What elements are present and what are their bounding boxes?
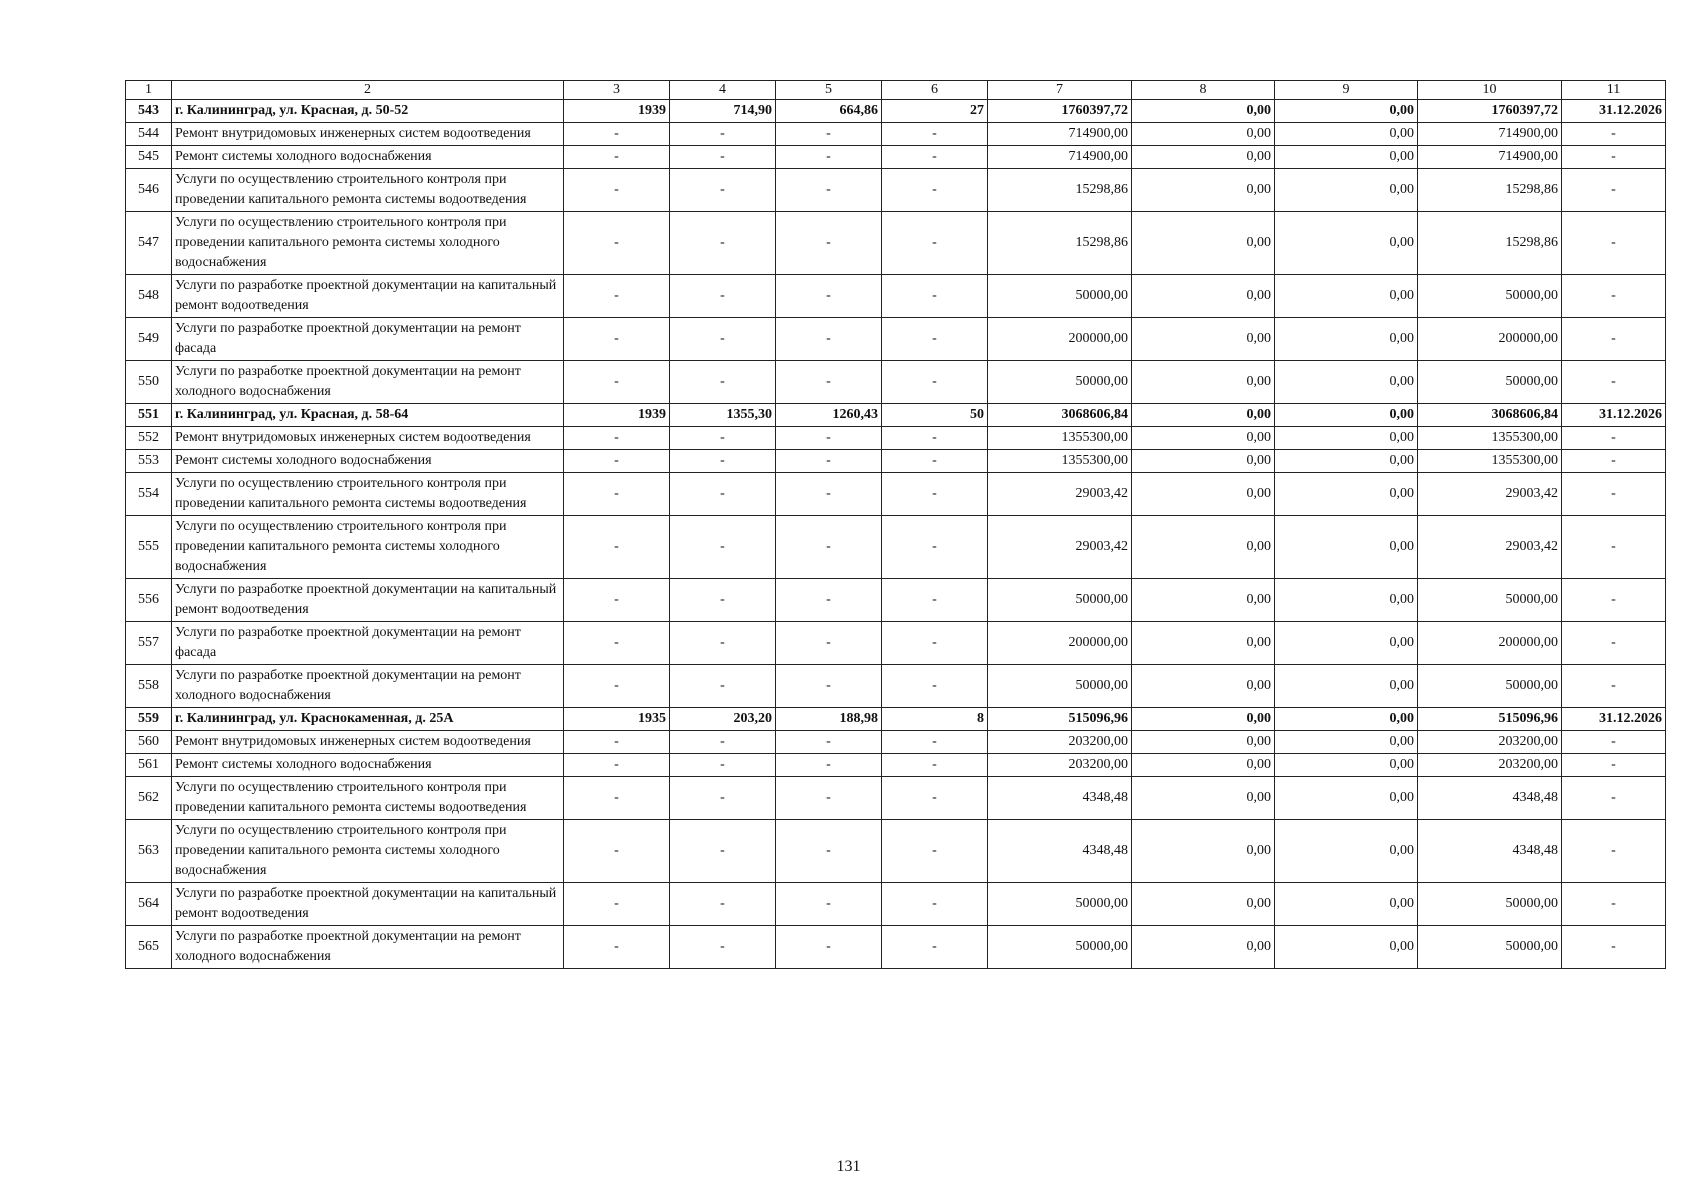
fund-share-cell: 0,00 [1132,123,1275,146]
description-cell: г. Калининград, ул. Красная, д. 50-52 [172,100,564,123]
total-cost-cell: 203200,00 [988,754,1132,777]
total-cost-cell: 50000,00 [988,361,1132,404]
fund-share-cell: 0,00 [1132,754,1275,777]
living-area-cell: 188,98 [776,708,882,731]
total-cost-cell: 714900,00 [988,123,1132,146]
completion-date-cell: - [1562,820,1666,883]
column-number-cell: 8 [1132,81,1275,100]
total-cost-cell: 50000,00 [988,275,1132,318]
build-year-cell: 1939 [564,100,670,123]
living-area-cell: - [776,361,882,404]
budget-share-cell: 0,00 [1275,665,1418,708]
living-area-cell: - [776,777,882,820]
work-item-row [126,777,1666,820]
fund-share-cell: 0,00 [1132,777,1275,820]
capital-repair-table [125,80,1666,969]
total-area-cell: - [670,731,776,754]
total-cost-cell: 29003,42 [988,516,1132,579]
row-number-cell: 560 [126,731,172,754]
work-item-row [126,212,1666,275]
completion-date-cell: 31.12.2026 [1562,100,1666,123]
budget-share-cell: 0,00 [1275,427,1418,450]
living-area-cell: 664,86 [776,100,882,123]
living-area-cell: - [776,169,882,212]
description-cell: Услуги по осуществлению строительного контроля при проведении капитального ремонта системы водоотведения [172,777,564,820]
residents-cell: - [882,731,988,754]
work-item-row [126,169,1666,212]
work-item-row [126,275,1666,318]
total-area-cell: - [670,754,776,777]
budget-share-cell: 0,00 [1275,361,1418,404]
description-cell: г. Калининград, ул. Краснокаменная, д. 25А [172,708,564,731]
residents-cell: - [882,820,988,883]
work-item-row [126,665,1666,708]
build-year-cell: - [564,212,670,275]
total-cost-cell: 1355300,00 [988,450,1132,473]
work-item-row [126,579,1666,622]
living-area-cell: - [776,731,882,754]
living-area-cell: - [776,473,882,516]
completion-date-cell: - [1562,665,1666,708]
total-area-cell: 1355,30 [670,404,776,427]
column-number-cell: 11 [1562,81,1666,100]
work-item-row [126,820,1666,883]
residents-cell: - [882,622,988,665]
owner-funds-cell: 200000,00 [1418,622,1562,665]
column-number-cell: 6 [882,81,988,100]
description-cell: Услуги по осуществлению строительного контроля при проведении капитального ремонта системы холодного водоснабжения [172,212,564,275]
column-number-row [126,81,1666,100]
owner-funds-cell: 1760397,72 [1418,100,1562,123]
build-year-cell: - [564,883,670,926]
description-cell: Ремонт внутридомовых инженерных систем водоотведения [172,427,564,450]
living-area-cell: 1260,43 [776,404,882,427]
budget-share-cell: 0,00 [1275,275,1418,318]
living-area-cell: - [776,516,882,579]
budget-share-cell: 0,00 [1275,820,1418,883]
owner-funds-cell: 515096,96 [1418,708,1562,731]
fund-share-cell: 0,00 [1132,146,1275,169]
fund-share-cell: 0,00 [1132,427,1275,450]
description-cell: Услуги по разработке проектной документации на ремонт холодного водоснабжения [172,665,564,708]
work-item-row [126,516,1666,579]
total-cost-cell: 4348,48 [988,777,1132,820]
total-cost-cell: 4348,48 [988,820,1132,883]
fund-share-cell: 0,00 [1132,731,1275,754]
description-cell: Ремонт внутридомовых инженерных систем водоотведения [172,731,564,754]
residents-cell: - [882,361,988,404]
work-item-row [126,926,1666,969]
completion-date-cell: 31.12.2026 [1562,404,1666,427]
description-cell: Услуги по разработке проектной документации на ремонт фасада [172,622,564,665]
fund-share-cell: 0,00 [1132,275,1275,318]
living-area-cell: - [776,275,882,318]
row-number-cell: 551 [126,404,172,427]
row-number-cell: 554 [126,473,172,516]
total-cost-cell: 203200,00 [988,731,1132,754]
build-year-cell: - [564,579,670,622]
row-number-cell: 556 [126,579,172,622]
residents-cell: - [882,665,988,708]
completion-date-cell: - [1562,579,1666,622]
build-year-cell: - [564,169,670,212]
build-year-cell: - [564,318,670,361]
total-area-cell: - [670,361,776,404]
total-area-cell: - [670,450,776,473]
row-number-cell: 549 [126,318,172,361]
total-area-cell: - [670,883,776,926]
residents-cell: - [882,318,988,361]
column-number-cell: 1 [126,81,172,100]
total-cost-cell: 714900,00 [988,146,1132,169]
completion-date-cell: - [1562,450,1666,473]
work-item-row [126,731,1666,754]
total-area-cell: - [670,579,776,622]
fund-share-cell: 0,00 [1132,450,1275,473]
budget-share-cell: 0,00 [1275,708,1418,731]
owner-funds-cell: 50000,00 [1418,275,1562,318]
budget-share-cell: 0,00 [1275,100,1418,123]
fund-share-cell: 0,00 [1132,516,1275,579]
completion-date-cell: - [1562,123,1666,146]
description-cell: Услуги по разработке проектной документации на ремонт холодного водоснабжения [172,926,564,969]
description-cell: Услуги по осуществлению строительного контроля при проведении капитального ремонта системы холодного водоснабжения [172,516,564,579]
build-year-cell: - [564,146,670,169]
description-cell: г. Калининград, ул. Красная, д. 58-64 [172,404,564,427]
build-year-cell: - [564,754,670,777]
build-year-cell: 1939 [564,404,670,427]
owner-funds-cell: 50000,00 [1418,926,1562,969]
build-year-cell: - [564,123,670,146]
row-number-cell: 559 [126,708,172,731]
completion-date-cell: - [1562,926,1666,969]
build-year-cell: - [564,450,670,473]
fund-share-cell: 0,00 [1132,404,1275,427]
total-area-cell: - [670,516,776,579]
work-item-row [126,754,1666,777]
residents-cell: - [882,926,988,969]
fund-share-cell: 0,00 [1132,883,1275,926]
build-year-cell: - [564,622,670,665]
description-cell: Услуги по осуществлению строительного контроля при проведении капитального ремонта системы холодного водоснабжения [172,820,564,883]
fund-share-cell: 0,00 [1132,820,1275,883]
total-cost-cell: 50000,00 [988,926,1132,969]
total-cost-cell: 1760397,72 [988,100,1132,123]
address-row [126,404,1666,427]
description-cell: Услуги по разработке проектной документации на капитальный ремонт водоотведения [172,579,564,622]
living-area-cell: - [776,212,882,275]
residents-cell: - [882,146,988,169]
completion-date-cell: - [1562,516,1666,579]
residents-cell: - [882,473,988,516]
column-number-cell: 9 [1275,81,1418,100]
owner-funds-cell: 50000,00 [1418,361,1562,404]
build-year-cell: - [564,361,670,404]
living-area-cell: - [776,754,882,777]
total-cost-cell: 1355300,00 [988,427,1132,450]
fund-share-cell: 0,00 [1132,579,1275,622]
description-cell: Услуги по разработке проектной документации на капитальный ремонт водоотведения [172,883,564,926]
total-area-cell: - [670,275,776,318]
build-year-cell: - [564,516,670,579]
fund-share-cell: 0,00 [1132,622,1275,665]
total-cost-cell: 15298,86 [988,169,1132,212]
work-item-row [126,883,1666,926]
completion-date-cell: - [1562,777,1666,820]
residents-cell: - [882,427,988,450]
total-area-cell: - [670,212,776,275]
fund-share-cell: 0,00 [1132,473,1275,516]
total-area-cell: - [670,318,776,361]
residents-cell: - [882,275,988,318]
owner-funds-cell: 50000,00 [1418,579,1562,622]
work-item-row [126,123,1666,146]
residents-cell: 8 [882,708,988,731]
budget-share-cell: 0,00 [1275,318,1418,361]
work-item-row [126,473,1666,516]
description-cell: Ремонт системы холодного водоснабжения [172,754,564,777]
work-item-row [126,622,1666,665]
row-number-cell: 565 [126,926,172,969]
column-number-cell: 3 [564,81,670,100]
owner-funds-cell: 1355300,00 [1418,427,1562,450]
total-area-cell: - [670,146,776,169]
completion-date-cell: - [1562,318,1666,361]
total-cost-cell: 50000,00 [988,579,1132,622]
fund-share-cell: 0,00 [1132,212,1275,275]
total-area-cell: - [670,473,776,516]
description-cell: Услуги по разработке проектной документации на ремонт холодного водоснабжения [172,361,564,404]
residents-cell: 50 [882,404,988,427]
description-cell: Ремонт системы холодного водоснабжения [172,450,564,473]
total-area-cell: - [670,820,776,883]
budget-share-cell: 0,00 [1275,404,1418,427]
fund-share-cell: 0,00 [1132,318,1275,361]
owner-funds-cell: 15298,86 [1418,169,1562,212]
build-year-cell: - [564,473,670,516]
budget-share-cell: 0,00 [1275,777,1418,820]
description-cell: Услуги по разработке проектной документации на ремонт фасада [172,318,564,361]
residents-cell: 27 [882,100,988,123]
column-number-cell: 10 [1418,81,1562,100]
total-area-cell: - [670,169,776,212]
total-area-cell: - [670,622,776,665]
living-area-cell: - [776,427,882,450]
description-cell: Услуги по осуществлению строительного контроля при проведении капитального ремонта системы водоотведения [172,473,564,516]
completion-date-cell: - [1562,361,1666,404]
owner-funds-cell: 15298,86 [1418,212,1562,275]
living-area-cell: - [776,883,882,926]
completion-date-cell: 31.12.2026 [1562,708,1666,731]
budget-share-cell: 0,00 [1275,754,1418,777]
living-area-cell: - [776,450,882,473]
work-item-row [126,318,1666,361]
completion-date-cell: - [1562,622,1666,665]
budget-share-cell: 0,00 [1275,926,1418,969]
completion-date-cell: - [1562,275,1666,318]
total-cost-cell: 515096,96 [988,708,1132,731]
residents-cell: - [882,777,988,820]
column-number-cell: 5 [776,81,882,100]
row-number-cell: 563 [126,820,172,883]
owner-funds-cell: 714900,00 [1418,123,1562,146]
total-cost-cell: 3068606,84 [988,404,1132,427]
fund-share-cell: 0,00 [1132,926,1275,969]
owner-funds-cell: 4348,48 [1418,820,1562,883]
build-year-cell: - [564,427,670,450]
description-cell: Ремонт внутридомовых инженерных систем водоотведения [172,123,564,146]
budget-share-cell: 0,00 [1275,731,1418,754]
completion-date-cell: - [1562,169,1666,212]
row-number-cell: 546 [126,169,172,212]
row-number-cell: 553 [126,450,172,473]
owner-funds-cell: 50000,00 [1418,665,1562,708]
row-number-cell: 564 [126,883,172,926]
column-number-cell: 7 [988,81,1132,100]
completion-date-cell: - [1562,883,1666,926]
fund-share-cell: 0,00 [1132,361,1275,404]
total-cost-cell: 200000,00 [988,318,1132,361]
row-number-cell: 561 [126,754,172,777]
fund-share-cell: 0,00 [1132,665,1275,708]
living-area-cell: - [776,318,882,361]
budget-share-cell: 0,00 [1275,123,1418,146]
budget-share-cell: 0,00 [1275,146,1418,169]
residents-cell: - [882,883,988,926]
owner-funds-cell: 4348,48 [1418,777,1562,820]
description-cell: Услуги по осуществлению строительного контроля при проведении капитального ремонта системы водоотведения [172,169,564,212]
total-area-cell: - [670,777,776,820]
build-year-cell: - [564,820,670,883]
row-number-cell: 552 [126,427,172,450]
build-year-cell: - [564,777,670,820]
build-year-cell: 1935 [564,708,670,731]
budget-share-cell: 0,00 [1275,579,1418,622]
total-cost-cell: 29003,42 [988,473,1132,516]
residents-cell: - [882,754,988,777]
budget-share-cell: 0,00 [1275,169,1418,212]
owner-funds-cell: 3068606,84 [1418,404,1562,427]
completion-date-cell: - [1562,427,1666,450]
fund-share-cell: 0,00 [1132,169,1275,212]
total-area-cell: - [670,427,776,450]
row-number-cell: 562 [126,777,172,820]
owner-funds-cell: 203200,00 [1418,754,1562,777]
living-area-cell: - [776,123,882,146]
living-area-cell: - [776,146,882,169]
owner-funds-cell: 200000,00 [1418,318,1562,361]
owner-funds-cell: 1355300,00 [1418,450,1562,473]
address-row [126,708,1666,731]
total-cost-cell: 15298,86 [988,212,1132,275]
budget-share-cell: 0,00 [1275,473,1418,516]
total-area-cell: - [670,665,776,708]
fund-share-cell: 0,00 [1132,100,1275,123]
fund-share-cell: 0,00 [1132,708,1275,731]
address-row [126,100,1666,123]
total-cost-cell: 200000,00 [988,622,1132,665]
row-number-cell: 557 [126,622,172,665]
description-cell: Услуги по разработке проектной документации на капитальный ремонт водоотведения [172,275,564,318]
budget-share-cell: 0,00 [1275,516,1418,579]
total-area-cell: 203,20 [670,708,776,731]
completion-date-cell: - [1562,754,1666,777]
row-number-cell: 558 [126,665,172,708]
owner-funds-cell: 203200,00 [1418,731,1562,754]
budget-share-cell: 0,00 [1275,450,1418,473]
owner-funds-cell: 50000,00 [1418,883,1562,926]
living-area-cell: - [776,820,882,883]
row-number-cell: 548 [126,275,172,318]
work-item-row [126,427,1666,450]
total-cost-cell: 50000,00 [988,665,1132,708]
total-area-cell: 714,90 [670,100,776,123]
total-area-cell: - [670,123,776,146]
owner-funds-cell: 29003,42 [1418,473,1562,516]
total-area-cell: - [670,926,776,969]
completion-date-cell: - [1562,731,1666,754]
column-number-cell: 4 [670,81,776,100]
row-number-cell: 550 [126,361,172,404]
table-body [126,81,1666,969]
build-year-cell: - [564,275,670,318]
residents-cell: - [882,579,988,622]
column-number-cell: 2 [172,81,564,100]
owner-funds-cell: 714900,00 [1418,146,1562,169]
row-number-cell: 543 [126,100,172,123]
row-number-cell: 555 [126,516,172,579]
living-area-cell: - [776,622,882,665]
total-cost-cell: 50000,00 [988,883,1132,926]
work-item-row [126,450,1666,473]
page-number: 131 [836,1158,861,1175]
description-cell: Ремонт системы холодного водоснабжения [172,146,564,169]
row-number-cell: 544 [126,123,172,146]
residents-cell: - [882,516,988,579]
row-number-cell: 545 [126,146,172,169]
residents-cell: - [882,450,988,473]
residents-cell: - [882,123,988,146]
living-area-cell: - [776,579,882,622]
completion-date-cell: - [1562,212,1666,275]
living-area-cell: - [776,926,882,969]
completion-date-cell: - [1562,473,1666,516]
living-area-cell: - [776,665,882,708]
build-year-cell: - [564,731,670,754]
budget-share-cell: 0,00 [1275,883,1418,926]
residents-cell: - [882,212,988,275]
budget-share-cell: 0,00 [1275,212,1418,275]
row-number-cell: 547 [126,212,172,275]
owner-funds-cell: 29003,42 [1418,516,1562,579]
residents-cell: - [882,169,988,212]
work-item-row [126,146,1666,169]
work-item-row [126,361,1666,404]
build-year-cell: - [564,665,670,708]
completion-date-cell: - [1562,146,1666,169]
budget-share-cell: 0,00 [1275,622,1418,665]
build-year-cell: - [564,926,670,969]
